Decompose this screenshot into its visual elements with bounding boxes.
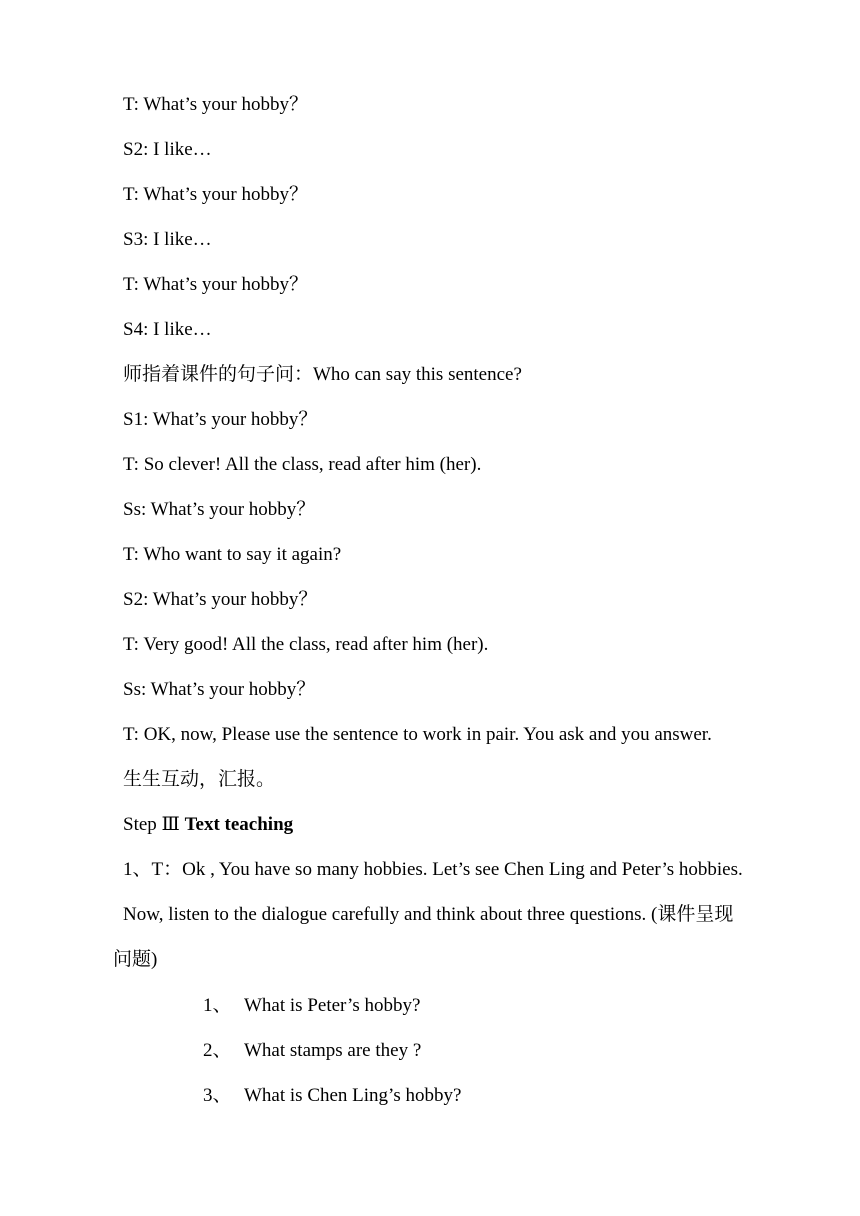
dialogue-line: S2: I like…: [123, 139, 212, 160]
question-number: 3、: [203, 1085, 232, 1106]
dialogue-line: T: What’s your hobby？: [123, 94, 308, 115]
question-number: 1、: [203, 995, 232, 1016]
dialogue-line: T: What’s your hobby？: [123, 184, 308, 205]
dialogue-line: T: So clever! All the class, read after him (her).: [123, 454, 482, 475]
dialogue-line: Ss: What’s your hobby？: [123, 679, 316, 700]
dialogue-line: Ss: What’s your hobby？: [123, 499, 316, 520]
paragraph-line: Now, listen to the dialogue carefully and think about three questions. (课件呈现: [123, 904, 734, 925]
paragraph-line: 问题): [113, 949, 158, 970]
dialogue-line: S1: What’s your hobby？: [123, 409, 318, 430]
question-item: [203, 1084, 461, 1108]
dialogue-line: T: Very good! All the class, read after him (her).: [123, 634, 489, 655]
question-text: What is Chen Ling’s hobby?: [244, 1085, 462, 1106]
question-number: 2、: [203, 1040, 232, 1061]
dialogue-line: S4: I like…: [123, 319, 212, 340]
dialogue-line: T: What’s your hobby？: [123, 274, 308, 295]
dialogue-line: T: OK, now, Please use the sentence to work in pair. You ask and you answer.: [123, 724, 712, 745]
question-text: What stamps are they ?: [244, 1040, 422, 1061]
dialogue-line: 师指着课件的句子问：Who can say this sentence?: [123, 364, 522, 385]
question-item: [203, 1039, 421, 1063]
dialogue-line: S2: What’s your hobby？: [123, 589, 318, 610]
dialogue-line: 生生互动，汇报。: [123, 769, 276, 790]
dialogue-line: T: Who want to say it again?: [123, 544, 342, 565]
step-heading: [123, 813, 293, 837]
question-text: What is Peter’s hobby?: [244, 995, 421, 1016]
paragraph-line: 1、T：Ok , You have so many hobbies. Let’s see Chen Ling and Peter’s hobbies.: [123, 859, 743, 880]
step-prefix: Step Ⅲ: [123, 814, 185, 835]
step-title: Text teaching: [184, 814, 294, 835]
question-item: [203, 994, 420, 1018]
dialogue-line: S3: I like…: [123, 229, 212, 250]
